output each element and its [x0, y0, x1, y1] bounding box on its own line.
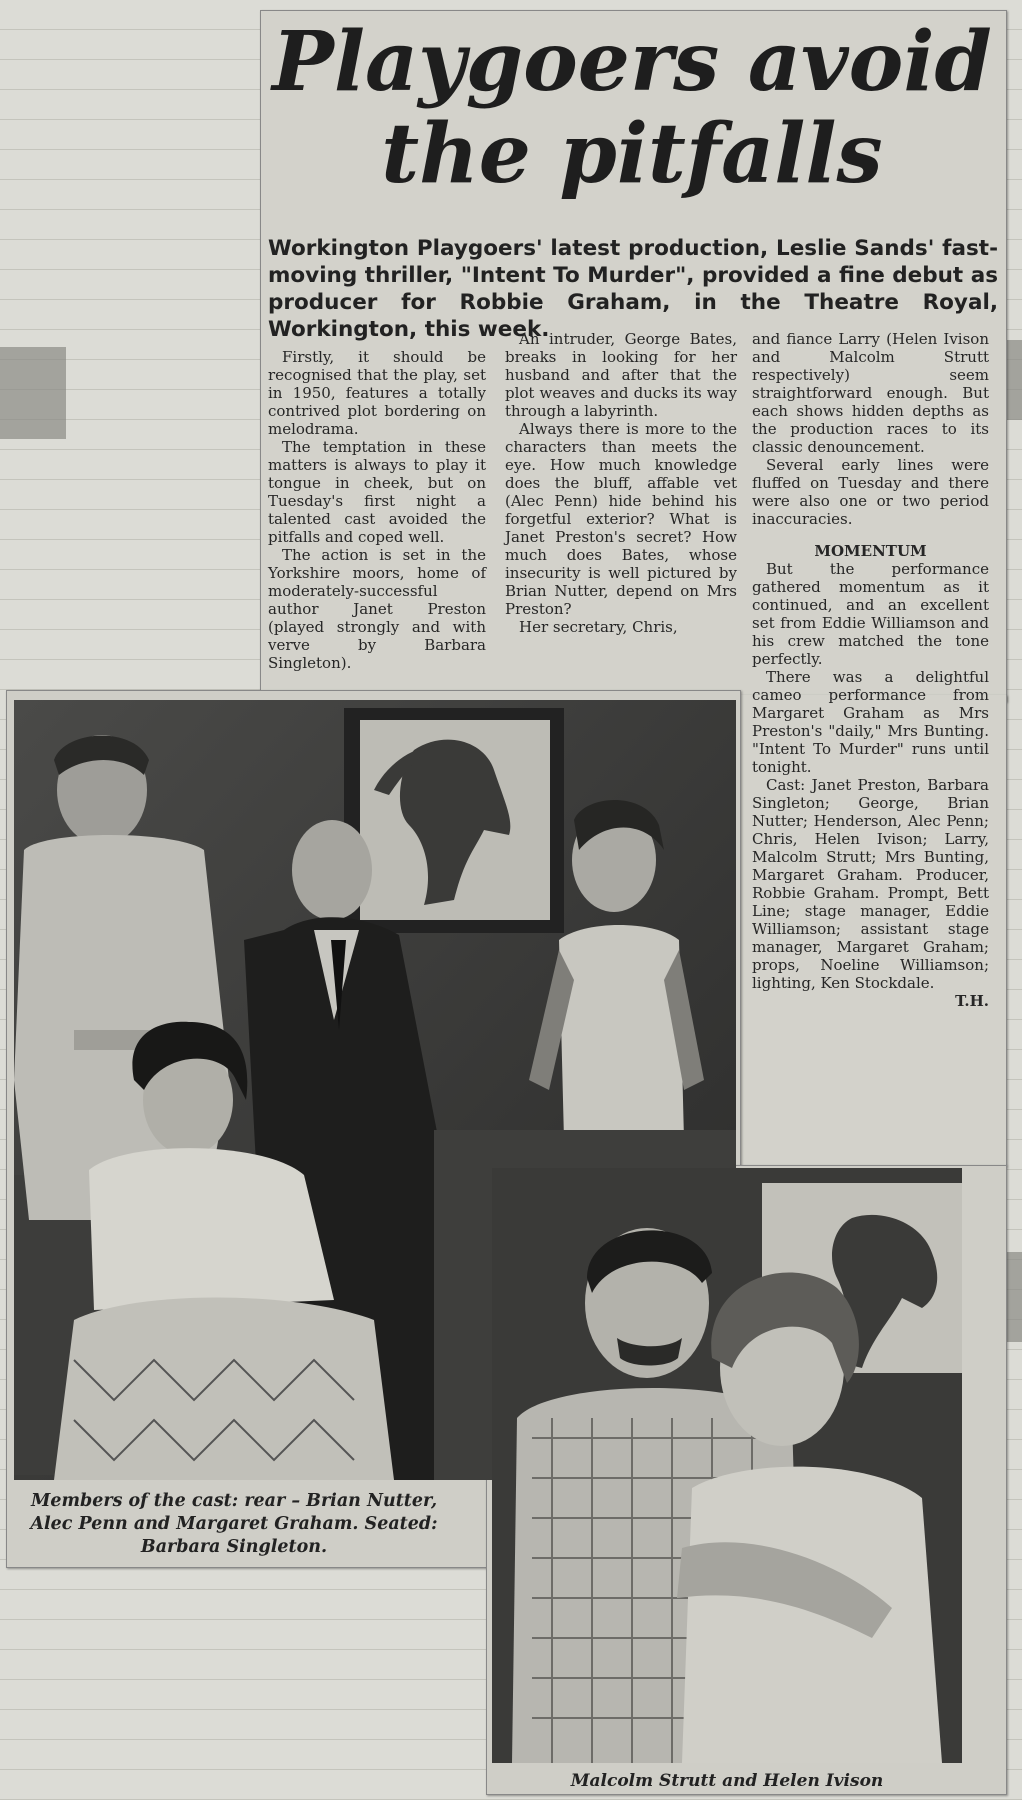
subheading: MOMENTUM [814, 542, 927, 560]
tape-mark-left [0, 347, 66, 439]
cast-list: Cast: Janet Preston, Barbara Singleton; George, Brian Nutter; Henderson, Alec Penn; Chris, Helen Ivison; Larry, Malcolm Strutt; Mrs Bunting, Margaret Graham. Producer, Robbie Graham. Prompt, Bett Line; stage manager, Eddie Williamson; assistant stage manager, Margaret Graham; props, Noeline Williamson; lighting, Ken Stockdale. [752, 776, 989, 992]
headline-line-1: Playgoers avoid [272, 14, 992, 110]
byline-initials: T.H. [955, 992, 989, 1010]
paragraph: Several early lines were fluffed on Tuesday and there were also one or two period inaccuracies. [752, 456, 989, 528]
cast-photo-caption: Members of the cast: rear – Brian Nutter, Alec Penn and Margaret Graham. Seated: Barbara Singleton. [30, 1491, 438, 1557]
article-column-2 [505, 330, 737, 636]
paragraph: Always there is more to the characters than meets the eye. How much knowledge does the bluff, affable vet (Alec Penn) hide behind his forgetful exterior? What is Janet Preston's secret? How much does Bates, whose insecurity is well pictured by Brian Nutter, depend on Mrs Preston? [505, 420, 737, 618]
paragraph: and fiance Larry (Helen Ivison and Malcolm Strutt respectively) seem straightforward enough. But each shows hidden depths as the production races to its classic denouncement. [752, 330, 989, 456]
paragraph: There was a delightful cameo performance from Margaret Graham as Mrs Preston's "daily," Mrs Bunting. "Intent To Murder" runs until tonight. [752, 668, 989, 776]
paragraph: An intruder, George Bates, breaks in looking for her husband and after that the plot weaves and ducks its way through a labyrinth. [505, 330, 737, 420]
headline-line-2: the pitfalls [381, 106, 883, 202]
paragraph: Firstly, it should be recognised that the play, set in 1950, features a totally contrived plot bordering on melodrama. [268, 348, 486, 438]
paragraph: The temptation in these matters is always to play it tongue in cheek, but on Tuesday's first night a talented cast avoided the pitfalls and coped well. [268, 438, 486, 546]
paragraph: But the performance gathered momentum as it continued, and an excellent set from Eddie Williamson and his crew matched the tone perfectly. [752, 560, 989, 668]
floral-dress [682, 1467, 942, 1763]
couple-photo [492, 1168, 962, 1763]
article-column-1 [268, 348, 486, 672]
paragraph: Her secretary, Chris, [519, 618, 678, 636]
paragraph: The action is set in the Yorkshire moors, home of moderately-successful author Janet Preston (played strongly and with verve by Barbara Singleton). [268, 546, 486, 672]
article-column-3 [752, 330, 989, 1010]
headline [262, 16, 1002, 200]
couple-photo-caption: Malcolm Strutt and Helen Ivison [570, 1771, 884, 1791]
standfirst: Workington Playgoers' latest production, Leslie Sands' fast-moving thriller, "Intent To Murder", provided a fine debut as producer for Robbie Graham, in the Theatre Royal, Workington, this week. [268, 236, 998, 342]
person-head [292, 820, 372, 920]
white-blouse [89, 1148, 334, 1310]
sleeveless-dress [559, 925, 684, 1140]
